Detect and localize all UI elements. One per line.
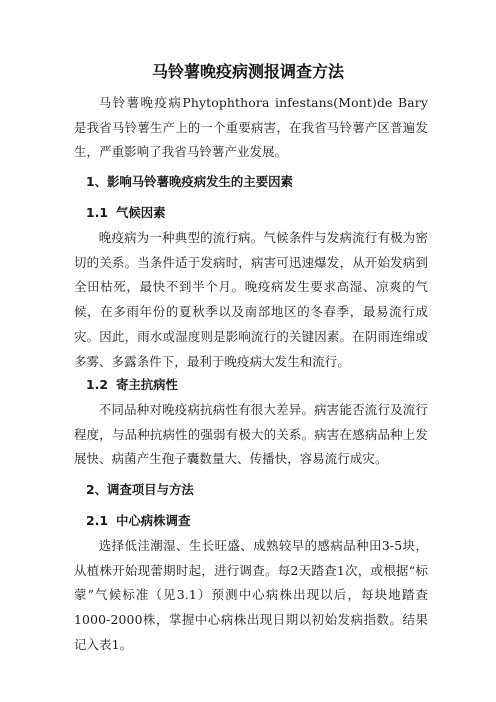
- subsection-1-1-paragraph: 晚疫病为一种典型的流行病。气候条件与发病流行有极为密切的关系。当条件适于发病时，病害可迅速爆发，从开始发病到全田枯死，最快不到半个月。晚疫病发生要求高湿、凉爽的气候，在多雨年份的夏秋季以及南部地区的冬春季，最易流行成灾。因此，雨水或湿度则是影响流行的关键因素。在阴雨连绵或多雾、多露条件下，最利于晚疫病大发生和流行。: [74, 230, 428, 369]
- document-title: 马铃薯晚疫病测报调查方法: [151, 62, 344, 81]
- subsection-1-1-body: [74, 226, 428, 374]
- subsection-2-1-number: 2.1: [86, 513, 108, 528]
- subsection-2-1: [74, 509, 428, 533]
- section-1: [74, 170, 428, 194]
- subsection-1-2-number: 1.2: [86, 377, 108, 392]
- subsection-2-1-paragraph: 选择低洼潮湿、生长旺盛、成熟较早的感病品种田3-5块，从植株开始现蕾期时起，进行调查。每2天踏查1次，或根据“标蒙”气候标准（见3.1）预测中心病株出现以后，每块地踏查1000-2000株，掌握中心病株出现日期以初始发病指数。结果记入表1。: [74, 538, 428, 652]
- subsection-1-1: [74, 201, 428, 225]
- section-2-heading: 2、调查项目与方法: [86, 482, 194, 497]
- subsection-1-1-heading: [74, 201, 428, 225]
- intro-paragraph: 马铃薯晚疫病Phytophthora infestans(Mont)de Bary是我省马铃薯生产上的一个重要病害，在我省马铃薯产区普遍发生，严重影响了我省马铃薯产业发展。: [74, 95, 428, 160]
- subsection-1-2-heading: [74, 373, 428, 397]
- subsection-1-2-title: 寄主抗病性: [116, 377, 178, 392]
- subsection-2-1-title: 中心病株调查: [116, 513, 191, 528]
- subsection-1-2-paragraph: 不同品种对晚疫病抗病性有很大差异。病害能否流行及流行程度，与品种抗病性的强弱有极大的关系。病害在感病品种上发展快、病菌产生孢子囊数量大、传播快，容易流行成灾。: [74, 402, 428, 467]
- subsection-2-1-body: [74, 534, 428, 658]
- subsection-2-1-heading: [74, 509, 428, 533]
- section-2: [74, 478, 428, 502]
- subsection-1-1-number: 1.1: [86, 205, 108, 220]
- section-1-heading: 1、影响马铃薯晚疫病发生的主要因素: [86, 174, 293, 189]
- subsection-1-2-body: [74, 398, 428, 472]
- subsection-1-1-title: 气候因素: [116, 205, 166, 220]
- subsection-1-2: [74, 373, 428, 397]
- intro-paragraph-block: [74, 91, 428, 165]
